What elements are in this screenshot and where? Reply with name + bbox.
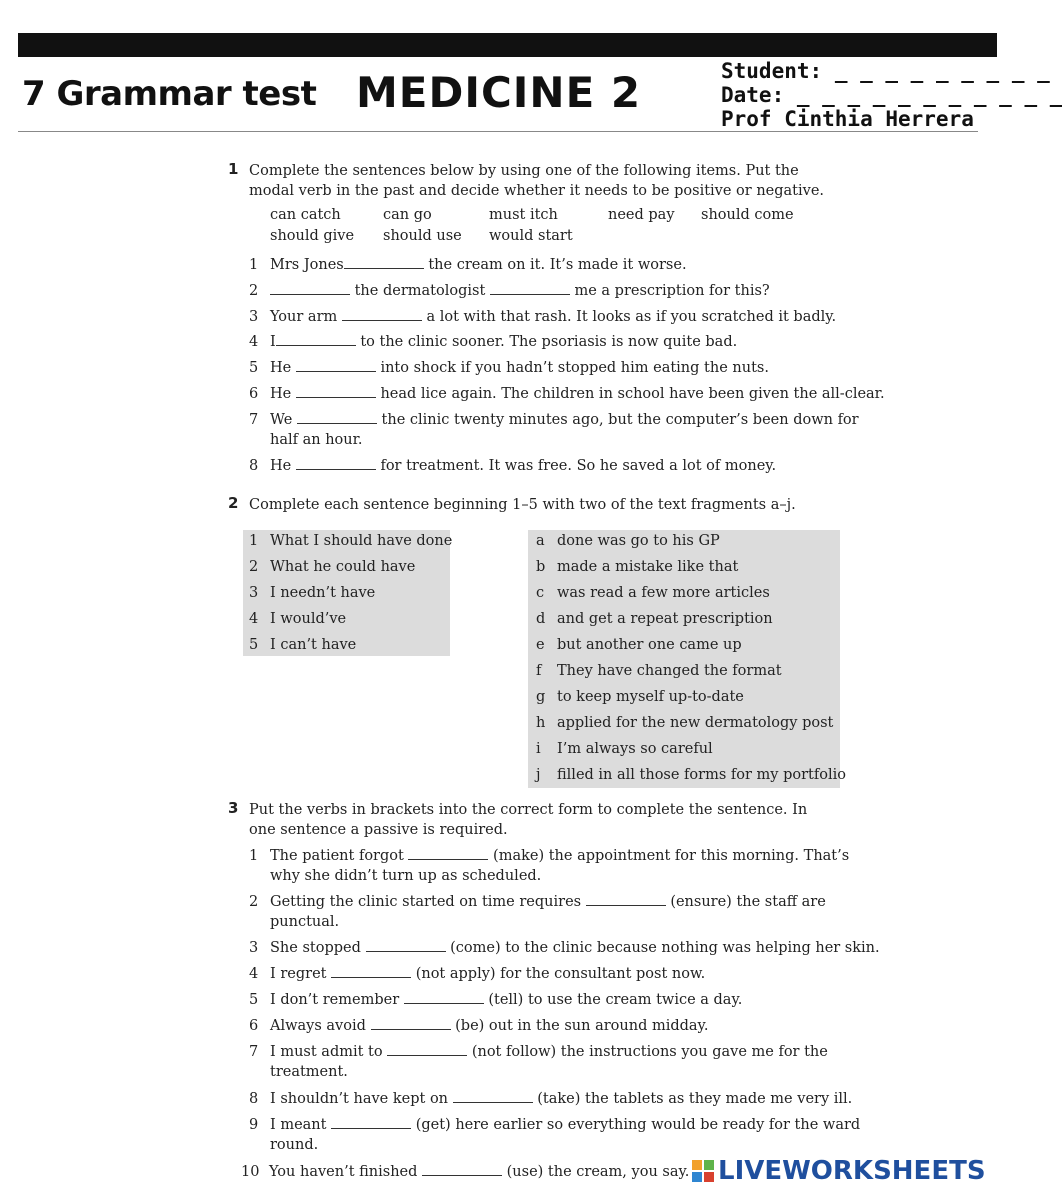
- page-title: 7 Grammar test: [22, 74, 317, 114]
- word-bank-item: should use: [383, 228, 462, 244]
- section3-number: 3: [228, 799, 239, 817]
- answer-blank[interactable]: [270, 282, 350, 295]
- answer-blank[interactable]: [296, 457, 376, 470]
- answer-blank[interactable]: [296, 385, 376, 398]
- answer-blank[interactable]: [408, 847, 488, 860]
- answer-blank[interactable]: [387, 1043, 467, 1056]
- section1-number: 1: [228, 160, 239, 178]
- word-bank-item: can go: [383, 207, 432, 223]
- answer-blank[interactable]: [404, 991, 484, 1004]
- student-field[interactable]: _ _ _ _ _ _ _ _ _: [834, 59, 1050, 83]
- section3-instruction: Put the verbs in brackets into the correct form to complete the sentence. In one sentence a passive is required.: [249, 802, 808, 838]
- answer-blank[interactable]: [276, 333, 356, 346]
- answer-blank[interactable]: [371, 1017, 451, 1030]
- answer-blank[interactable]: [453, 1090, 533, 1103]
- word-bank-item: need pay: [608, 207, 675, 223]
- word-bank-item: can catch: [270, 207, 341, 223]
- answer-blank[interactable]: [331, 1116, 411, 1129]
- student-label: Student:: [721, 59, 823, 83]
- word-bank-item: should give: [270, 228, 355, 244]
- word-bank-item: must itch: [489, 207, 558, 223]
- liveworksheets-logo-icon: [692, 1160, 714, 1182]
- answer-blank[interactable]: [344, 256, 424, 269]
- header-divider: [18, 131, 978, 132]
- topic-title: MEDICINE 2: [356, 68, 642, 117]
- answer-blank[interactable]: [422, 1163, 502, 1176]
- answer-blank[interactable]: [296, 359, 376, 372]
- answer-blank[interactable]: [366, 939, 446, 952]
- teacher-name: Prof Cinthia Herrera: [721, 107, 974, 131]
- answer-blank[interactable]: [342, 308, 422, 321]
- date-label: Date:: [721, 83, 785, 107]
- answer-blank[interactable]: [586, 893, 666, 906]
- liveworksheets-watermark: LIVEWORKSHEETS: [692, 1156, 986, 1186]
- header-bar: [18, 33, 997, 57]
- date-field[interactable]: _ _ _ _ _ _ _ _ _ _ _: [796, 83, 1062, 107]
- section1-instruction: Complete the sentences below by using one of the following items. Put the modal verb in the past and decide whether it needs to be positive or negative.: [249, 163, 825, 199]
- section2-instruction: Complete each sentence beginning 1–5 with two of the text fragments a–j.: [249, 497, 796, 513]
- word-bank-item: would start: [489, 228, 573, 244]
- word-bank-item: should come: [701, 207, 794, 223]
- answer-blank[interactable]: [331, 965, 411, 978]
- answer-blank[interactable]: [490, 282, 570, 295]
- section2-number: 2: [228, 494, 239, 512]
- answer-blank[interactable]: [297, 411, 377, 424]
- student-info: [721, 59, 1062, 131]
